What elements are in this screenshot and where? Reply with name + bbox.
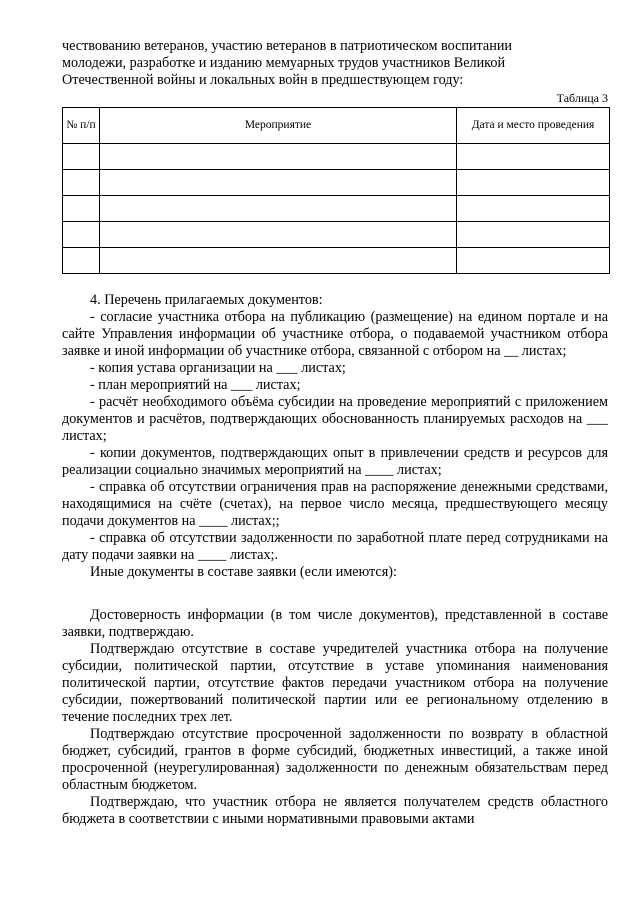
table-cell[interactable] — [457, 170, 610, 196]
table-cell[interactable] — [100, 248, 457, 274]
header-event: Мероприятие — [100, 108, 457, 144]
intro-line: Отечественной войны и локальных войн в предшествующем году: — [62, 72, 464, 88]
table-cell[interactable] — [63, 170, 100, 196]
table-row — [63, 196, 610, 222]
blank-space — [62, 581, 608, 607]
confirmation-paragraph: Подтверждаю отсутствие в составе учредителей участника отбора на получение субсидии, политической партии, отсутствие в уставе упоминания наименования политической партии, отсутствие фактов передачи участником отбора на получение субсидии, пожертвований политической партии или ее региональному отделению в течение последних трех лет. — [62, 641, 608, 725]
table-cell[interactable] — [63, 248, 100, 274]
table-row — [63, 170, 610, 196]
table-cell[interactable] — [63, 196, 100, 222]
table-cell[interactable] — [457, 248, 610, 274]
events-table — [62, 107, 610, 274]
other-documents-label: Иные документы в составе заявки (если имеются): — [90, 564, 397, 580]
document-item: - копии документов, подтверждающих опыт в привлечении средств и ресурсов для реализации социально значимых мероприятий на ____ листах; — [62, 445, 608, 478]
confirmation-paragraph: Достоверность информации (в том числе документов), представленной в составе заявки, подтверждаю. — [62, 607, 608, 640]
table-header-row — [63, 108, 610, 144]
table-cell[interactable] — [457, 222, 610, 248]
document-item: - план мероприятий на ___ листах; — [90, 377, 301, 393]
table-cell[interactable] — [100, 170, 457, 196]
confirmation-paragraph: Подтверждаю отсутствие просроченной задолженности по возврату в областной бюджет, субсидий, грантов в форме субсидий, бюджетных инвестиций, а также иной просроченной (неурегулированная) задолженности по денежным обязательствам перед областным бюджетом. — [62, 726, 608, 793]
document-item: - справка об отсутствии ограничения прав на распоряжение денежными средствами, находящимися на счёте (счетах), на первое число месяца, предшествующего месяцу подачи документов на ____ листах;; — [62, 479, 608, 529]
confirmation-paragraph: Подтверждаю, что участник отбора не является получателем средств областного бюджета в соответствии с иными нормативными правовыми актами — [62, 794, 608, 827]
table-cell[interactable] — [100, 222, 457, 248]
table-cell[interactable] — [63, 222, 100, 248]
header-number: № п/п — [63, 108, 100, 144]
table-cell[interactable] — [63, 144, 100, 170]
document-item: - согласие участника отбора на публикацию (размещение) на едином портале и на сайте Управления информации об участнике отбора, о подаваемой участником отбора заявке и иной информации об участнике отбора, связанной с отбором на __ листах; — [62, 309, 608, 359]
table-row — [63, 222, 610, 248]
table-cell[interactable] — [100, 196, 457, 222]
table-cell[interactable] — [457, 196, 610, 222]
table-row — [63, 248, 610, 274]
document-item: - справка об отсутствии задолженности по заработной плате перед сотрудниками на дату подачи заявки на ____ листах;. — [62, 530, 608, 563]
table-caption: Таблица 3 — [556, 91, 608, 105]
header-date-place: Дата и место проведения — [457, 108, 610, 144]
intro-paragraph — [62, 38, 608, 89]
table-row — [63, 144, 610, 170]
section-title: 4. Перечень прилагаемых документов: — [90, 292, 323, 308]
table-cell[interactable] — [457, 144, 610, 170]
intro-line: чествованию ветеранов, участию ветеранов в патриотическом воспитании — [62, 38, 513, 54]
document-item: - расчёт необходимого объёма субсидии на проведение мероприятий с приложением документов и расчётов, подтверждающих обоснованность планируемых расходов на ___ листах; — [62, 394, 608, 444]
table-cell[interactable] — [100, 144, 457, 170]
intro-line: молодежи, разработке и изданию мемуарных трудов участников Великой — [62, 55, 506, 71]
document-item: - копия устава организации на ___ листах; — [90, 360, 346, 376]
